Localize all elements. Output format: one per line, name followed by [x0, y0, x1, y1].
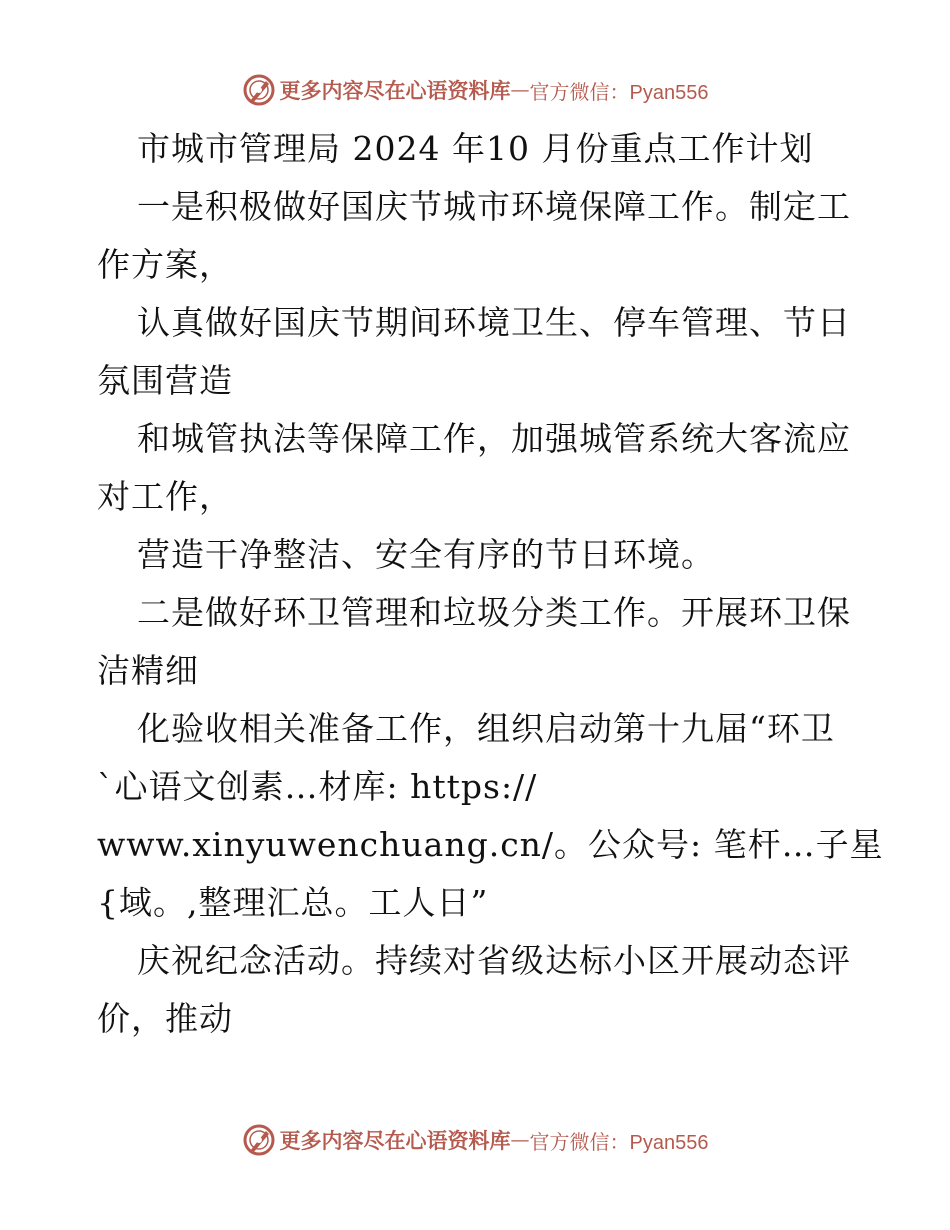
paragraph-line: 和城管执法等保障工作，加强城管系统大客流应: [137, 419, 851, 458]
watermark-contact: 官方微信：Pyan556: [529, 1131, 709, 1154]
paragraph-line: 化验收相关准备工作，组织启动第十九届“环卫: [137, 709, 835, 748]
watermark-separator: —: [510, 1129, 530, 1151]
paragraph-line: `心语文创素…材库: https://: [97, 767, 538, 806]
document-body: [97, 120, 884, 1048]
paragraph-line: 认真做好国庆节期间环境卫生、停车管理、节日: [137, 303, 851, 342]
paragraph-line: 洁精细: [97, 651, 199, 690]
watermark-main-text: 更多内容尽在心语资料库: [279, 78, 511, 103]
paragraph-line: 营造干净整洁、安全有序的节日环境。: [137, 535, 715, 574]
quill-logo-icon: [242, 1123, 276, 1157]
paragraph-line: 价，推动: [97, 999, 233, 1038]
paragraph-line: 庆祝纪念活动。持续对省级达标小区开展动态评: [137, 941, 851, 980]
paragraph-line: 一是积极做好国庆节城市环境保障工作。制定工: [137, 187, 851, 226]
paragraph-line: 作方案，: [97, 245, 233, 284]
header-watermark: [0, 70, 950, 110]
paragraph-line: {域。,整理汇总。工人日”: [97, 883, 489, 922]
watermark-separator: —: [510, 79, 530, 101]
watermark-contact: 官方微信：Pyan556: [529, 81, 709, 104]
paragraph-line: 二是做好环卫管理和垃圾分类工作。开展环卫保: [137, 593, 851, 632]
footer-watermark: [0, 1120, 950, 1160]
paragraph-line: www.xinyuwenchuang.cn/。公众号: 笔杆…子星: [97, 825, 884, 864]
paragraph-line: 氛围营造: [97, 361, 233, 400]
quill-logo-icon: [242, 73, 276, 107]
watermark-main-text: 更多内容尽在心语资料库: [279, 1128, 511, 1153]
document-title: 市城市管理局 2024 年10 月份重点工作计划: [137, 129, 814, 168]
paragraph-line: 对工作，: [97, 477, 233, 516]
